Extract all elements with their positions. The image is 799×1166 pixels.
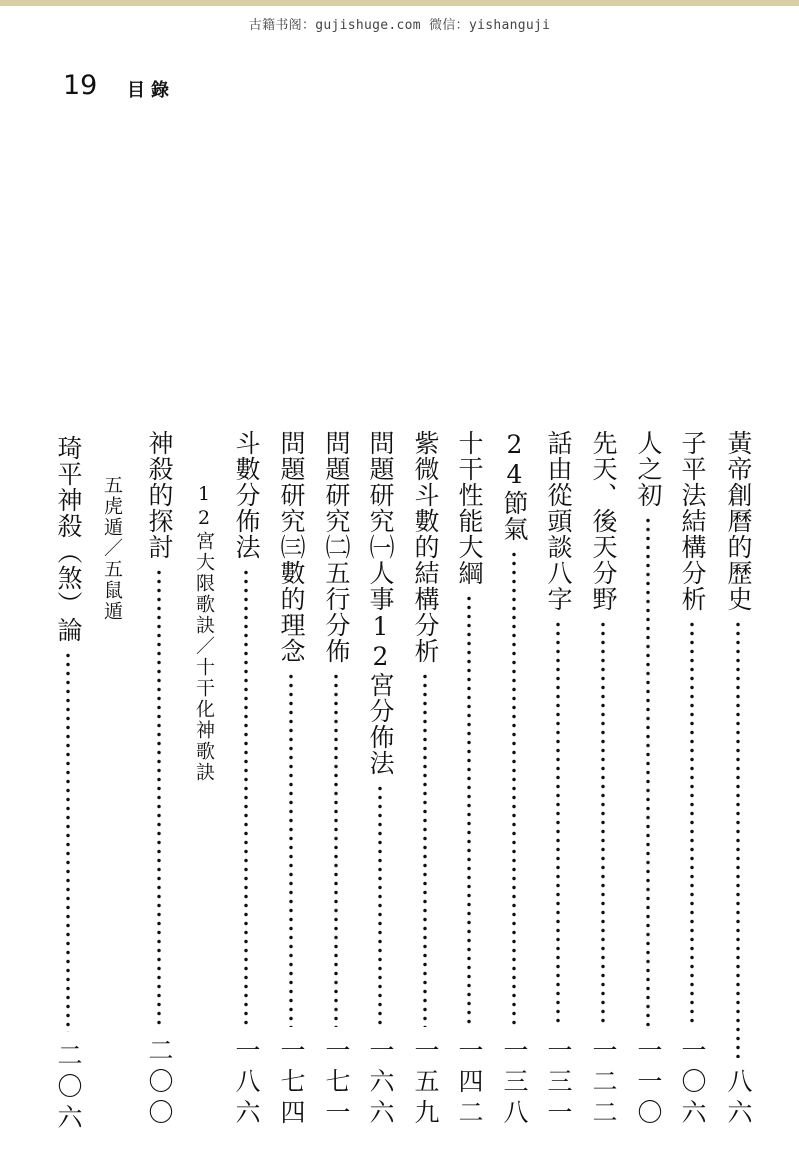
toc-entry: [366, 430, 394, 1130]
dot-leader: [65, 651, 71, 1032]
dot-leader: [377, 784, 383, 1027]
toc-entry-title: 十干性能大綱: [455, 430, 484, 586]
toc-entry: [145, 430, 173, 1130]
toc-entry-page: 一七一: [322, 1037, 351, 1130]
dot-leader: [600, 620, 606, 1027]
toc-entry-page: 一八六: [232, 1037, 261, 1130]
toc-entry-page: 一二二: [589, 1037, 618, 1130]
toc-entry-title: 斗數分佈法: [232, 430, 261, 560]
dot-leader: [243, 568, 249, 1027]
toc-subentry: 12宮大限歌訣／十干化神歌訣: [193, 483, 215, 783]
dot-leader: [555, 620, 561, 1027]
page-number: 19: [63, 70, 98, 101]
toc-entry-title: 24節氣: [500, 430, 529, 542]
toc-entry-page: 一三一: [544, 1037, 573, 1130]
dot-leader: [511, 550, 517, 1027]
toc-entry-page: 二〇六: [54, 1042, 83, 1135]
toc-entry-title: 先天、後天分野: [589, 430, 618, 612]
toc-subentry: 五虎遁／五鼠遁: [101, 475, 123, 622]
toc-entry: [724, 430, 752, 1130]
watermark-text: 古籍书阁：gujishuge.com 微信：yishanguji: [248, 18, 551, 33]
toc-entry: [322, 430, 350, 1130]
dot-leader: [466, 594, 472, 1027]
toc-entry: [232, 430, 260, 1130]
toc-entry-title: 問題研究㈡五行分佈: [322, 430, 351, 664]
top-border: [0, 0, 799, 6]
toc-entry-title: 紫微斗數的結構分析: [411, 430, 440, 664]
dot-leader: [156, 568, 162, 1027]
toc-entry: [411, 430, 439, 1130]
toc-entry-title: 子平法結構分析: [678, 430, 707, 612]
toc-entry-title: 神殺的探討: [145, 430, 174, 560]
dot-leader: [735, 620, 741, 1058]
toc-entry-page: 一六六: [366, 1037, 395, 1130]
toc-entry-page: 二〇〇: [145, 1037, 174, 1130]
toc-entry: [455, 430, 483, 1130]
dot-leader: [422, 672, 428, 1027]
toc-entry-title: 琦平神殺（煞）論: [54, 435, 83, 643]
toc-entry: [54, 435, 82, 1135]
toc-entry-page: 八六: [724, 1068, 753, 1130]
running-head: 目錄: [127, 80, 175, 101]
dot-leader: [689, 620, 695, 1027]
toc-entry-title: 黃帝創曆的歷史: [724, 430, 753, 612]
toc-entry-page: 一一〇: [634, 1037, 663, 1130]
dot-leader: [333, 672, 339, 1027]
dot-leader: [645, 516, 651, 1027]
toc-entry: [678, 430, 706, 1130]
toc-entry-title: 問題研究㈠人事12宮分佈法: [366, 430, 395, 776]
toc-entry-title: 話由從頭談八字: [544, 430, 573, 612]
dot-leader: [288, 672, 294, 1027]
toc-entry-page: 一三八: [500, 1037, 529, 1130]
toc-entry-page: 一〇六: [678, 1037, 707, 1130]
toc-entry: [500, 430, 528, 1130]
toc-entry: [634, 430, 662, 1130]
toc-entry-page: 一四二: [455, 1037, 484, 1130]
toc-entry: [589, 430, 617, 1130]
toc-entry: [544, 430, 572, 1130]
toc-entry-title: 人之初: [634, 430, 663, 508]
toc-entry-page: 一五九: [411, 1037, 440, 1130]
toc-entry: [277, 430, 305, 1130]
toc-entry-title: 問題研究㈢數的理念: [277, 430, 306, 664]
toc-entry-page: 一七四: [277, 1037, 306, 1130]
